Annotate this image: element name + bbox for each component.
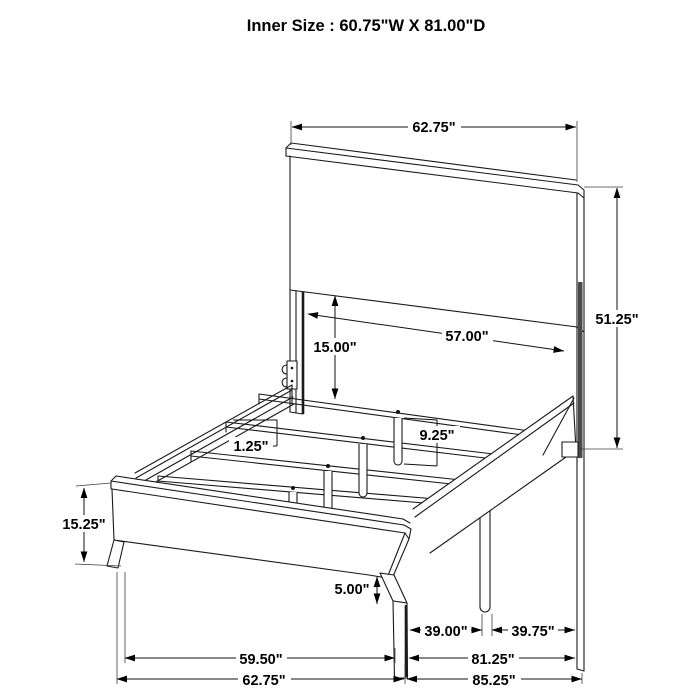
- dim-label-slat-thickness: 1.25": [233, 439, 269, 455]
- dim-headboard-width: [291, 118, 577, 182]
- dim-center-leg-to-head: [492, 614, 575, 640]
- footboard-right-leg: [380, 573, 408, 678]
- footboard: [107, 476, 411, 678]
- headboard-edge-shading: [578, 282, 583, 458]
- dim-panel-to-platform: [310, 296, 361, 399]
- dim-rail-length: [409, 650, 575, 668]
- footboard-left-leg: [107, 540, 124, 568]
- rail-end-bracket: [562, 442, 578, 457]
- dim-floor-clearance: [330, 577, 377, 604]
- dim-label-overall-depth: 85.25": [472, 673, 516, 689]
- headboard-panel: [290, 156, 584, 458]
- dim-label-headboard-width: 62.75": [412, 120, 456, 136]
- dim-label-headboard-height: 51.25": [595, 312, 639, 328]
- page-title: Inner Size : 60.75"W X 81.00"D: [246, 17, 486, 35]
- headboard: [282, 143, 584, 671]
- headboard-cap: [286, 143, 584, 198]
- rail-mount-bracket: [282, 361, 297, 389]
- dim-label-floor-clearance: 5.00": [334, 582, 370, 598]
- right-side-rail: [413, 396, 578, 553]
- dim-label-footboard-height: 15.25": [62, 517, 106, 533]
- rear-floor-support-leg: [480, 505, 490, 612]
- dim-label-panel-to-platform: 15.00": [313, 340, 357, 356]
- dim-label-foot-to-center-leg: 39.00": [424, 624, 468, 640]
- dim-label-center-leg-to-head: 39.75": [511, 624, 555, 640]
- dim-headboard-height: [578, 187, 643, 449]
- dim-label-footboard-width: 62.75": [242, 673, 286, 689]
- dim-label-footboard-inner-width: 59.50": [239, 652, 283, 668]
- dim-label-rail-length: 81.25": [471, 652, 515, 668]
- dim-overall-depth: [407, 671, 582, 689]
- dim-foot-to-center-leg: [410, 614, 482, 640]
- dim-label-panel-inner-width: 57.00": [445, 329, 489, 345]
- dim-label-rail-height: 9.25": [419, 428, 455, 444]
